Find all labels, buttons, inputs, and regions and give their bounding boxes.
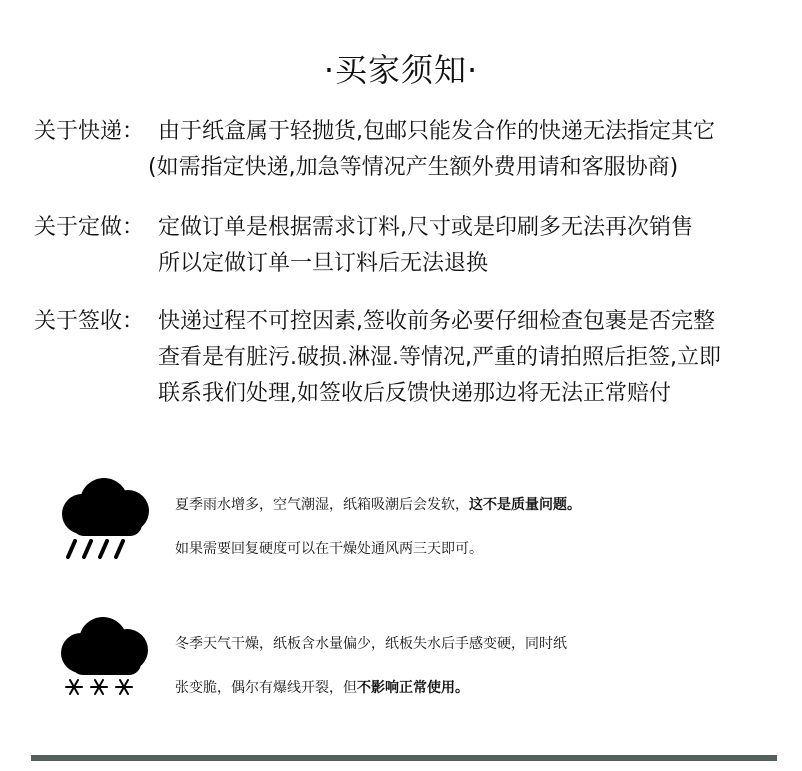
summer-weather-note	[58, 478, 758, 564]
winter-weather-line-2-text: 张变脆，偶尔有爆线开裂，但	[175, 680, 357, 696]
winter-weather-line-1: 冬季天气干燥，纸板含水量偏少，纸板失水后手感变硬，同时纸	[175, 636, 567, 652]
bottom-divider-bar	[31, 755, 777, 761]
receipt-notice-line-3: 联系我们处理,如签收后反馈快递那边将无法正常赔付	[158, 381, 671, 406]
snowflakes-icon	[64, 676, 134, 698]
custom-order-notice-label: 关于定做：	[34, 215, 145, 240]
summer-weather-line-2: 如果需要回复硬度可以在干燥处通风两三天即可。	[175, 541, 483, 557]
page-title: ·买家须知·	[323, 51, 479, 89]
winter-weather-text	[175, 622, 755, 710]
snow-cloud-icon	[58, 617, 152, 675]
winter-weather-note	[58, 617, 758, 707]
express-notice	[34, 114, 774, 186]
rain-drops-icon	[66, 539, 136, 559]
express-notice-line-2: (如需指定快递,加急等情况产生额外费用请和客服协商)	[148, 155, 679, 180]
custom-order-notice	[34, 210, 774, 282]
summer-quality-statement: 这不是质量问题。	[469, 497, 581, 513]
express-notice-line-1: 由于纸盒属于轻抛货,包邮只能发合作的快递无法指定其它	[158, 119, 715, 144]
summer-weather-line-1-text: 夏季雨水增多，空气潮湿，纸箱吸潮后会发软，	[175, 497, 469, 513]
receipt-notice	[34, 304, 774, 412]
winter-normal-use-statement: 不影响正常使用。	[357, 680, 469, 696]
receipt-notice-line-1: 快递过程不可控因素,签收前务必要仔细检查包裹是否完整	[158, 309, 715, 334]
custom-order-notice-line-1: 定做订单是根据需求订料,尺寸或是印刷多无法再次销售	[158, 215, 693, 240]
receipt-notice-label: 关于签收：	[34, 309, 145, 334]
rain-cloud-icon	[58, 478, 152, 536]
express-notice-label: 关于快递：	[34, 119, 145, 144]
summer-weather-line-1	[175, 483, 755, 527]
summer-weather-text	[175, 483, 755, 571]
custom-order-notice-line-2: 所以定做订单一旦订料后无法退换	[158, 251, 489, 276]
winter-weather-line-2	[175, 666, 755, 710]
receipt-notice-line-2: 查看是有脏污.破损.淋湿.等情况,严重的请拍照后拒签,立即	[158, 345, 721, 370]
